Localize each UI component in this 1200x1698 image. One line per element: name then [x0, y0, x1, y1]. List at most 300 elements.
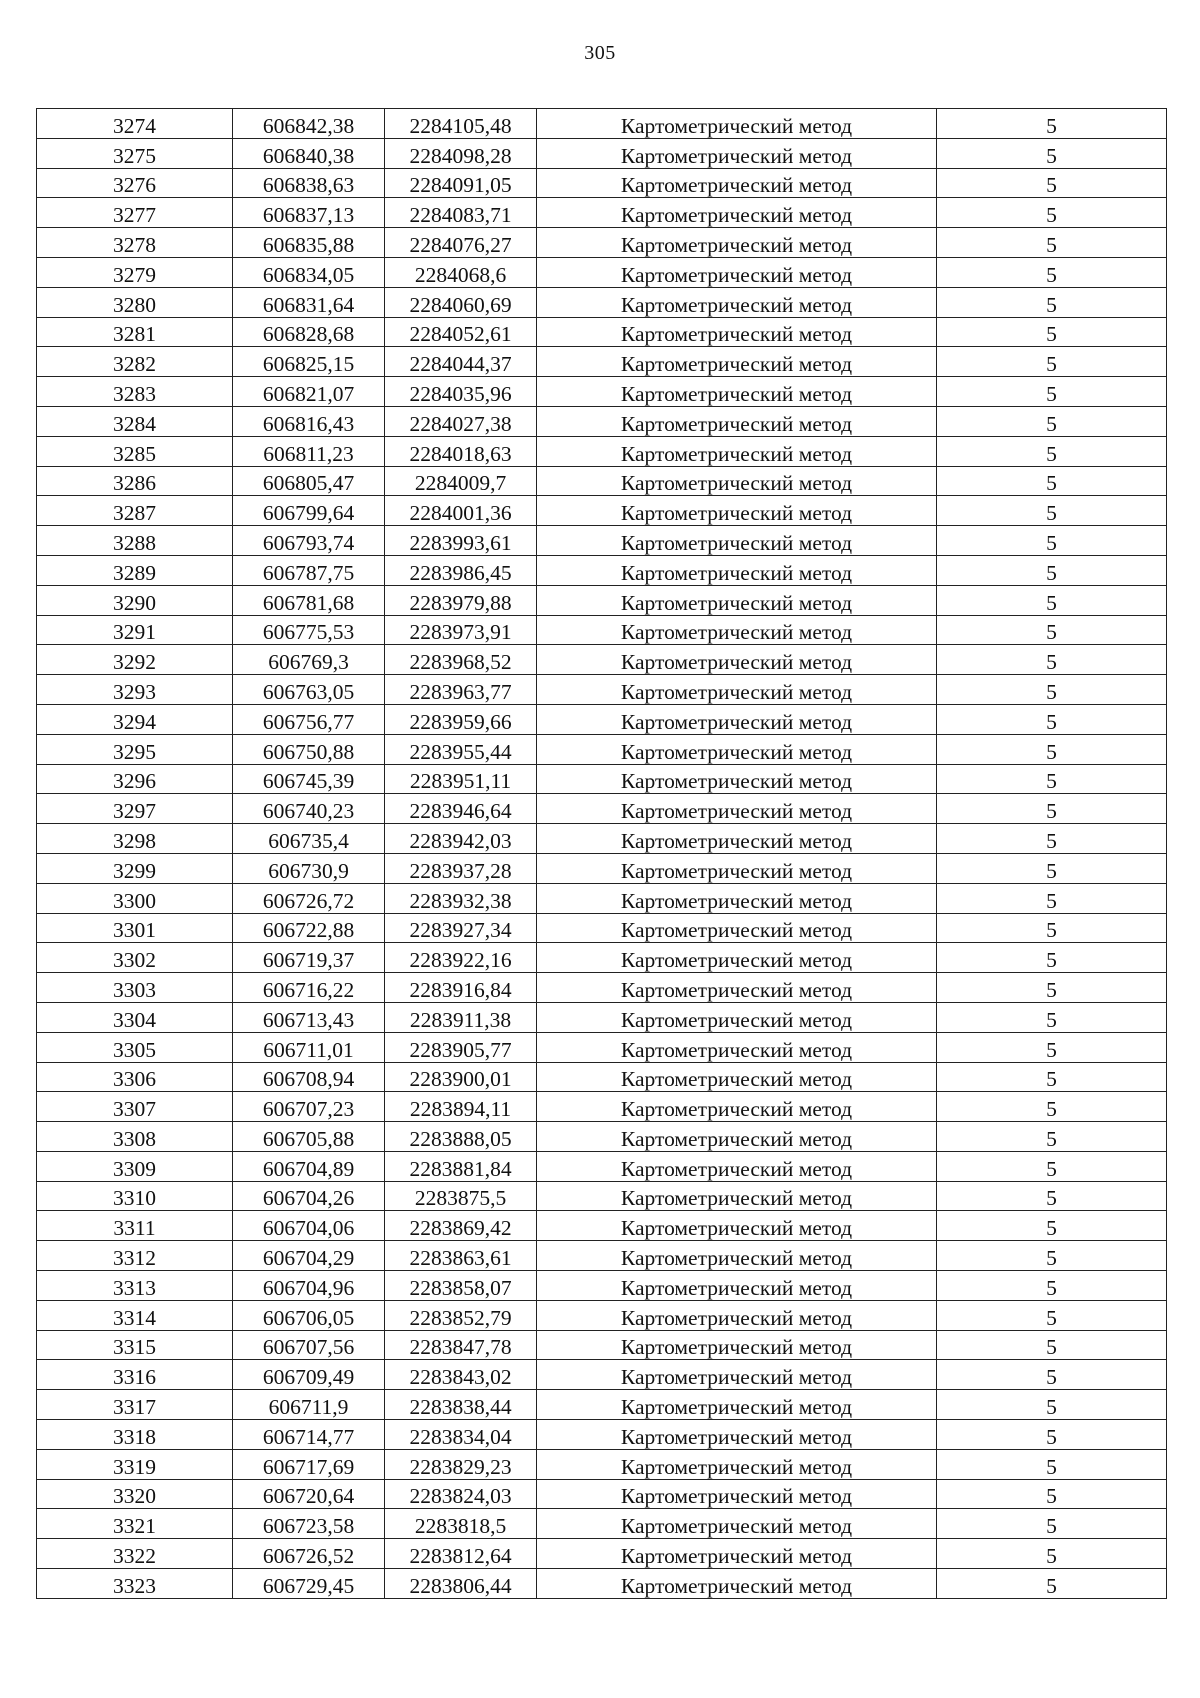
- point-number-cell: 3297: [37, 794, 233, 824]
- method-cell: Картометрический метод: [537, 198, 937, 228]
- point-number-cell: 3312: [37, 1241, 233, 1271]
- y-coordinate-cell: 2283838,44: [385, 1390, 537, 1420]
- table-row: [37, 466, 1167, 496]
- table-row: [37, 1360, 1167, 1390]
- method-cell: Картометрический метод: [537, 1181, 937, 1211]
- table-row: [37, 1092, 1167, 1122]
- method-cell: Картометрический метод: [537, 883, 937, 913]
- method-cell: Картометрический метод: [537, 585, 937, 615]
- y-coordinate-cell: 2284098,28: [385, 138, 537, 168]
- y-coordinate-cell: 2283818,5: [385, 1509, 537, 1539]
- point-number-cell: 3274: [37, 109, 233, 139]
- method-cell: Картометрический метод: [537, 675, 937, 705]
- accuracy-cell: 5: [937, 1479, 1167, 1509]
- method-cell: Картометрический метод: [537, 1300, 937, 1330]
- method-cell: Картометрический метод: [537, 764, 937, 794]
- y-coordinate-cell: 2284052,61: [385, 317, 537, 347]
- table-row: [37, 824, 1167, 854]
- accuracy-cell: 5: [937, 675, 1167, 705]
- method-cell: Картометрический метод: [537, 1509, 937, 1539]
- x-coordinate-cell: 606729,45: [233, 1569, 385, 1599]
- x-coordinate-cell: 606707,23: [233, 1092, 385, 1122]
- table-row: [37, 406, 1167, 436]
- table-row: [37, 1271, 1167, 1301]
- accuracy-cell: 5: [937, 466, 1167, 496]
- x-coordinate-cell: 606793,74: [233, 526, 385, 556]
- method-cell: Картометрический метод: [537, 1479, 937, 1509]
- accuracy-cell: 5: [937, 764, 1167, 794]
- table-row: [37, 287, 1167, 317]
- y-coordinate-cell: 2284068,6: [385, 257, 537, 287]
- x-coordinate-cell: 606781,68: [233, 585, 385, 615]
- accuracy-cell: 5: [937, 1271, 1167, 1301]
- table-row: [37, 377, 1167, 407]
- method-cell: Картометрический метод: [537, 1539, 937, 1569]
- table-row: [37, 228, 1167, 258]
- x-coordinate-cell: 606799,64: [233, 496, 385, 526]
- point-number-cell: 3314: [37, 1300, 233, 1330]
- table-row: [37, 943, 1167, 973]
- x-coordinate-cell: 606723,58: [233, 1509, 385, 1539]
- method-cell: Картометрический метод: [537, 1330, 937, 1360]
- table-row: [37, 1122, 1167, 1152]
- y-coordinate-cell: 2283922,16: [385, 943, 537, 973]
- table-row: [37, 555, 1167, 585]
- y-coordinate-cell: 2283927,34: [385, 913, 537, 943]
- table-row: [37, 198, 1167, 228]
- method-cell: Картометрический метод: [537, 317, 937, 347]
- table-row: [37, 645, 1167, 675]
- x-coordinate-cell: 606838,63: [233, 168, 385, 198]
- x-coordinate-cell: 606816,43: [233, 406, 385, 436]
- table-row: [37, 1241, 1167, 1271]
- x-coordinate-cell: 606707,56: [233, 1330, 385, 1360]
- point-number-cell: 3319: [37, 1449, 233, 1479]
- x-coordinate-cell: 606717,69: [233, 1449, 385, 1479]
- x-coordinate-cell: 606720,64: [233, 1479, 385, 1509]
- y-coordinate-cell: 2283852,79: [385, 1300, 537, 1330]
- x-coordinate-cell: 606842,38: [233, 109, 385, 139]
- method-cell: Картометрический метод: [537, 526, 937, 556]
- accuracy-cell: 5: [937, 1122, 1167, 1152]
- point-number-cell: 3305: [37, 1032, 233, 1062]
- method-cell: Картометрический метод: [537, 1569, 937, 1599]
- y-coordinate-cell: 2283843,02: [385, 1360, 537, 1390]
- method-cell: Картометрический метод: [537, 1032, 937, 1062]
- method-cell: Картометрический метод: [537, 943, 937, 973]
- x-coordinate-cell: 606726,72: [233, 883, 385, 913]
- x-coordinate-cell: 606763,05: [233, 675, 385, 705]
- table-row: [37, 1062, 1167, 1092]
- y-coordinate-cell: 2283905,77: [385, 1032, 537, 1062]
- point-number-cell: 3306: [37, 1062, 233, 1092]
- y-coordinate-cell: 2283968,52: [385, 645, 537, 675]
- method-cell: Картометрический метод: [537, 109, 937, 139]
- y-coordinate-cell: 2283986,45: [385, 555, 537, 585]
- y-coordinate-cell: 2283863,61: [385, 1241, 537, 1271]
- point-number-cell: 3294: [37, 704, 233, 734]
- method-cell: Картометрический метод: [537, 1449, 937, 1479]
- method-cell: Картометрический метод: [537, 1360, 937, 1390]
- point-number-cell: 3311: [37, 1211, 233, 1241]
- accuracy-cell: 5: [937, 824, 1167, 854]
- x-coordinate-cell: 606704,06: [233, 1211, 385, 1241]
- point-number-cell: 3308: [37, 1122, 233, 1152]
- accuracy-cell: 5: [937, 704, 1167, 734]
- coordinates-table-body: [37, 109, 1167, 1599]
- accuracy-cell: 5: [937, 1420, 1167, 1450]
- y-coordinate-cell: 2283942,03: [385, 824, 537, 854]
- accuracy-cell: 5: [937, 406, 1167, 436]
- accuracy-cell: 5: [937, 645, 1167, 675]
- y-coordinate-cell: 2284105,48: [385, 109, 537, 139]
- x-coordinate-cell: 606704,29: [233, 1241, 385, 1271]
- point-number-cell: 3304: [37, 1002, 233, 1032]
- accuracy-cell: 5: [937, 347, 1167, 377]
- x-coordinate-cell: 606726,52: [233, 1539, 385, 1569]
- table-row: [37, 1509, 1167, 1539]
- method-cell: Картометрический метод: [537, 287, 937, 317]
- table-row: [37, 496, 1167, 526]
- method-cell: Картометрический метод: [537, 377, 937, 407]
- y-coordinate-cell: 2283900,01: [385, 1062, 537, 1092]
- point-number-cell: 3278: [37, 228, 233, 258]
- table-row: [37, 1032, 1167, 1062]
- x-coordinate-cell: 606704,96: [233, 1271, 385, 1301]
- table-row: [37, 1449, 1167, 1479]
- accuracy-cell: 5: [937, 1300, 1167, 1330]
- accuracy-cell: 5: [937, 883, 1167, 913]
- accuracy-cell: 5: [937, 377, 1167, 407]
- y-coordinate-cell: 2284035,96: [385, 377, 537, 407]
- method-cell: Картометрический метод: [537, 1062, 937, 1092]
- x-coordinate-cell: 606840,38: [233, 138, 385, 168]
- y-coordinate-cell: 2283932,38: [385, 883, 537, 913]
- y-coordinate-cell: 2283847,78: [385, 1330, 537, 1360]
- x-coordinate-cell: 606834,05: [233, 257, 385, 287]
- table-row: [37, 675, 1167, 705]
- method-cell: Картометрический метод: [537, 168, 937, 198]
- method-cell: Картометрический метод: [537, 1420, 937, 1450]
- point-number-cell: 3323: [37, 1569, 233, 1599]
- y-coordinate-cell: 2283911,38: [385, 1002, 537, 1032]
- accuracy-cell: 5: [937, 257, 1167, 287]
- accuracy-cell: 5: [937, 1360, 1167, 1390]
- method-cell: Картометрический метод: [537, 496, 937, 526]
- accuracy-cell: 5: [937, 794, 1167, 824]
- x-coordinate-cell: 606756,77: [233, 704, 385, 734]
- point-number-cell: 3296: [37, 764, 233, 794]
- y-coordinate-cell: 2283869,42: [385, 1211, 537, 1241]
- method-cell: Картометрический метод: [537, 1211, 937, 1241]
- accuracy-cell: 5: [937, 138, 1167, 168]
- y-coordinate-cell: 2284018,63: [385, 436, 537, 466]
- method-cell: Картометрический метод: [537, 1122, 937, 1152]
- accuracy-cell: 5: [937, 913, 1167, 943]
- point-number-cell: 3313: [37, 1271, 233, 1301]
- accuracy-cell: 5: [937, 973, 1167, 1003]
- method-cell: Картометрический метод: [537, 1241, 937, 1271]
- y-coordinate-cell: 2284009,7: [385, 466, 537, 496]
- point-number-cell: 3292: [37, 645, 233, 675]
- point-number-cell: 3299: [37, 853, 233, 883]
- table-row: [37, 1569, 1167, 1599]
- x-coordinate-cell: 606709,49: [233, 1360, 385, 1390]
- table-row: [37, 1330, 1167, 1360]
- accuracy-cell: 5: [937, 1241, 1167, 1271]
- y-coordinate-cell: 2283959,66: [385, 704, 537, 734]
- point-number-cell: 3276: [37, 168, 233, 198]
- x-coordinate-cell: 606730,9: [233, 853, 385, 883]
- x-coordinate-cell: 606719,37: [233, 943, 385, 973]
- x-coordinate-cell: 606831,64: [233, 287, 385, 317]
- method-cell: Картометрический метод: [537, 406, 937, 436]
- x-coordinate-cell: 606825,15: [233, 347, 385, 377]
- point-number-cell: 3288: [37, 526, 233, 556]
- point-number-cell: 3280: [37, 287, 233, 317]
- x-coordinate-cell: 606711,01: [233, 1032, 385, 1062]
- x-coordinate-cell: 606716,22: [233, 973, 385, 1003]
- point-number-cell: 3318: [37, 1420, 233, 1450]
- table-row: [37, 883, 1167, 913]
- point-number-cell: 3283: [37, 377, 233, 407]
- method-cell: Картометрический метод: [537, 734, 937, 764]
- method-cell: Картометрический метод: [537, 973, 937, 1003]
- y-coordinate-cell: 2283979,88: [385, 585, 537, 615]
- point-number-cell: 3289: [37, 555, 233, 585]
- x-coordinate-cell: 606828,68: [233, 317, 385, 347]
- y-coordinate-cell: 2283963,77: [385, 675, 537, 705]
- y-coordinate-cell: 2283829,23: [385, 1449, 537, 1479]
- table-row: [37, 973, 1167, 1003]
- y-coordinate-cell: 2284027,38: [385, 406, 537, 436]
- table-row: [37, 794, 1167, 824]
- table-row: [37, 436, 1167, 466]
- point-number-cell: 3307: [37, 1092, 233, 1122]
- method-cell: Картометрический метод: [537, 824, 937, 854]
- point-number-cell: 3279: [37, 257, 233, 287]
- coordinates-table: [36, 108, 1167, 1599]
- x-coordinate-cell: 606811,23: [233, 436, 385, 466]
- table-row: [37, 1479, 1167, 1509]
- point-number-cell: 3281: [37, 317, 233, 347]
- point-number-cell: 3298: [37, 824, 233, 854]
- point-number-cell: 3320: [37, 1479, 233, 1509]
- method-cell: Картометрический метод: [537, 645, 937, 675]
- point-number-cell: 3310: [37, 1181, 233, 1211]
- table-row: [37, 853, 1167, 883]
- accuracy-cell: 5: [937, 496, 1167, 526]
- y-coordinate-cell: 2284044,37: [385, 347, 537, 377]
- point-number-cell: 3321: [37, 1509, 233, 1539]
- y-coordinate-cell: 2283955,44: [385, 734, 537, 764]
- accuracy-cell: 5: [937, 1032, 1167, 1062]
- accuracy-cell: 5: [937, 734, 1167, 764]
- accuracy-cell: 5: [937, 1569, 1167, 1599]
- y-coordinate-cell: 2283875,5: [385, 1181, 537, 1211]
- point-number-cell: 3286: [37, 466, 233, 496]
- accuracy-cell: 5: [937, 1002, 1167, 1032]
- point-number-cell: 3301: [37, 913, 233, 943]
- x-coordinate-cell: 606735,4: [233, 824, 385, 854]
- x-coordinate-cell: 606745,39: [233, 764, 385, 794]
- accuracy-cell: 5: [937, 615, 1167, 645]
- point-number-cell: 3291: [37, 615, 233, 645]
- table-row: [37, 1002, 1167, 1032]
- method-cell: Картометрический метод: [537, 1390, 937, 1420]
- x-coordinate-cell: 606740,23: [233, 794, 385, 824]
- accuracy-cell: 5: [937, 1390, 1167, 1420]
- accuracy-cell: 5: [937, 853, 1167, 883]
- accuracy-cell: 5: [937, 317, 1167, 347]
- accuracy-cell: 5: [937, 198, 1167, 228]
- accuracy-cell: 5: [937, 555, 1167, 585]
- table-row: [37, 734, 1167, 764]
- point-number-cell: 3284: [37, 406, 233, 436]
- y-coordinate-cell: 2283993,61: [385, 526, 537, 556]
- point-number-cell: 3302: [37, 943, 233, 973]
- method-cell: Картометрический метод: [537, 347, 937, 377]
- x-coordinate-cell: 606714,77: [233, 1420, 385, 1450]
- point-number-cell: 3309: [37, 1151, 233, 1181]
- table-row: [37, 585, 1167, 615]
- accuracy-cell: 5: [937, 1449, 1167, 1479]
- y-coordinate-cell: 2284060,69: [385, 287, 537, 317]
- x-coordinate-cell: 606706,05: [233, 1300, 385, 1330]
- x-coordinate-cell: 606705,88: [233, 1122, 385, 1152]
- accuracy-cell: 5: [937, 168, 1167, 198]
- accuracy-cell: 5: [937, 228, 1167, 258]
- accuracy-cell: 5: [937, 1211, 1167, 1241]
- table-row: [37, 615, 1167, 645]
- y-coordinate-cell: 2284091,05: [385, 168, 537, 198]
- y-coordinate-cell: 2283937,28: [385, 853, 537, 883]
- method-cell: Картометрический метод: [537, 257, 937, 287]
- y-coordinate-cell: 2283824,03: [385, 1479, 537, 1509]
- method-cell: Картометрический метод: [537, 138, 937, 168]
- accuracy-cell: 5: [937, 1151, 1167, 1181]
- x-coordinate-cell: 606704,26: [233, 1181, 385, 1211]
- point-number-cell: 3275: [37, 138, 233, 168]
- y-coordinate-cell: 2284001,36: [385, 496, 537, 526]
- x-coordinate-cell: 606704,89: [233, 1151, 385, 1181]
- point-number-cell: 3277: [37, 198, 233, 228]
- point-number-cell: 3316: [37, 1360, 233, 1390]
- table-row: [37, 1181, 1167, 1211]
- accuracy-cell: 5: [937, 585, 1167, 615]
- point-number-cell: 3295: [37, 734, 233, 764]
- accuracy-cell: 5: [937, 526, 1167, 556]
- x-coordinate-cell: 606769,3: [233, 645, 385, 675]
- accuracy-cell: 5: [937, 943, 1167, 973]
- point-number-cell: 3285: [37, 436, 233, 466]
- method-cell: Картометрический метод: [537, 704, 937, 734]
- x-coordinate-cell: 606787,75: [233, 555, 385, 585]
- table-row: [37, 1300, 1167, 1330]
- y-coordinate-cell: 2283894,11: [385, 1092, 537, 1122]
- y-coordinate-cell: 2283973,91: [385, 615, 537, 645]
- point-number-cell: 3315: [37, 1330, 233, 1360]
- table-row: [37, 1420, 1167, 1450]
- x-coordinate-cell: 606821,07: [233, 377, 385, 407]
- y-coordinate-cell: 2283916,84: [385, 973, 537, 1003]
- table-row: [37, 1211, 1167, 1241]
- x-coordinate-cell: 606775,53: [233, 615, 385, 645]
- table-row: [37, 1151, 1167, 1181]
- point-number-cell: 3317: [37, 1390, 233, 1420]
- y-coordinate-cell: 2283888,05: [385, 1122, 537, 1152]
- accuracy-cell: 5: [937, 1181, 1167, 1211]
- accuracy-cell: 5: [937, 1539, 1167, 1569]
- accuracy-cell: 5: [937, 1092, 1167, 1122]
- table-row: [37, 764, 1167, 794]
- y-coordinate-cell: 2283951,11: [385, 764, 537, 794]
- method-cell: Картометрический метод: [537, 1151, 937, 1181]
- accuracy-cell: 5: [937, 436, 1167, 466]
- accuracy-cell: 5: [937, 1509, 1167, 1539]
- x-coordinate-cell: 606713,43: [233, 1002, 385, 1032]
- accuracy-cell: 5: [937, 1062, 1167, 1092]
- method-cell: Картометрический метод: [537, 615, 937, 645]
- point-number-cell: 3282: [37, 347, 233, 377]
- y-coordinate-cell: 2283806,44: [385, 1569, 537, 1599]
- x-coordinate-cell: 606711,9: [233, 1390, 385, 1420]
- method-cell: Картометрический метод: [537, 466, 937, 496]
- table-row: [37, 704, 1167, 734]
- method-cell: Картометрический метод: [537, 1002, 937, 1032]
- accuracy-cell: 5: [937, 109, 1167, 139]
- table-row: [37, 1539, 1167, 1569]
- y-coordinate-cell: 2283881,84: [385, 1151, 537, 1181]
- point-number-cell: 3293: [37, 675, 233, 705]
- method-cell: Картометрический метод: [537, 555, 937, 585]
- x-coordinate-cell: 606722,88: [233, 913, 385, 943]
- y-coordinate-cell: 2283858,07: [385, 1271, 537, 1301]
- x-coordinate-cell: 606750,88: [233, 734, 385, 764]
- method-cell: Картометрический метод: [537, 228, 937, 258]
- point-number-cell: 3300: [37, 883, 233, 913]
- table-row: [37, 257, 1167, 287]
- table-row: [37, 138, 1167, 168]
- x-coordinate-cell: 606837,13: [233, 198, 385, 228]
- table-row: [37, 109, 1167, 139]
- point-number-cell: 3287: [37, 496, 233, 526]
- x-coordinate-cell: 606708,94: [233, 1062, 385, 1092]
- point-number-cell: 3322: [37, 1539, 233, 1569]
- method-cell: Картометрический метод: [537, 1092, 937, 1122]
- y-coordinate-cell: 2284076,27: [385, 228, 537, 258]
- table-row: [37, 1390, 1167, 1420]
- page-number: 305: [584, 42, 616, 64]
- method-cell: Картометрический метод: [537, 1271, 937, 1301]
- point-number-cell: 3303: [37, 973, 233, 1003]
- x-coordinate-cell: 606805,47: [233, 466, 385, 496]
- y-coordinate-cell: 2284083,71: [385, 198, 537, 228]
- accuracy-cell: 5: [937, 1330, 1167, 1360]
- table-row: [37, 347, 1167, 377]
- accuracy-cell: 5: [937, 287, 1167, 317]
- table-row: [37, 168, 1167, 198]
- y-coordinate-cell: 2283812,64: [385, 1539, 537, 1569]
- y-coordinate-cell: 2283834,04: [385, 1420, 537, 1450]
- method-cell: Картометрический метод: [537, 853, 937, 883]
- table-row: [37, 526, 1167, 556]
- method-cell: Картометрический метод: [537, 436, 937, 466]
- table-row: [37, 913, 1167, 943]
- method-cell: Картометрический метод: [537, 794, 937, 824]
- table-row: [37, 317, 1167, 347]
- y-coordinate-cell: 2283946,64: [385, 794, 537, 824]
